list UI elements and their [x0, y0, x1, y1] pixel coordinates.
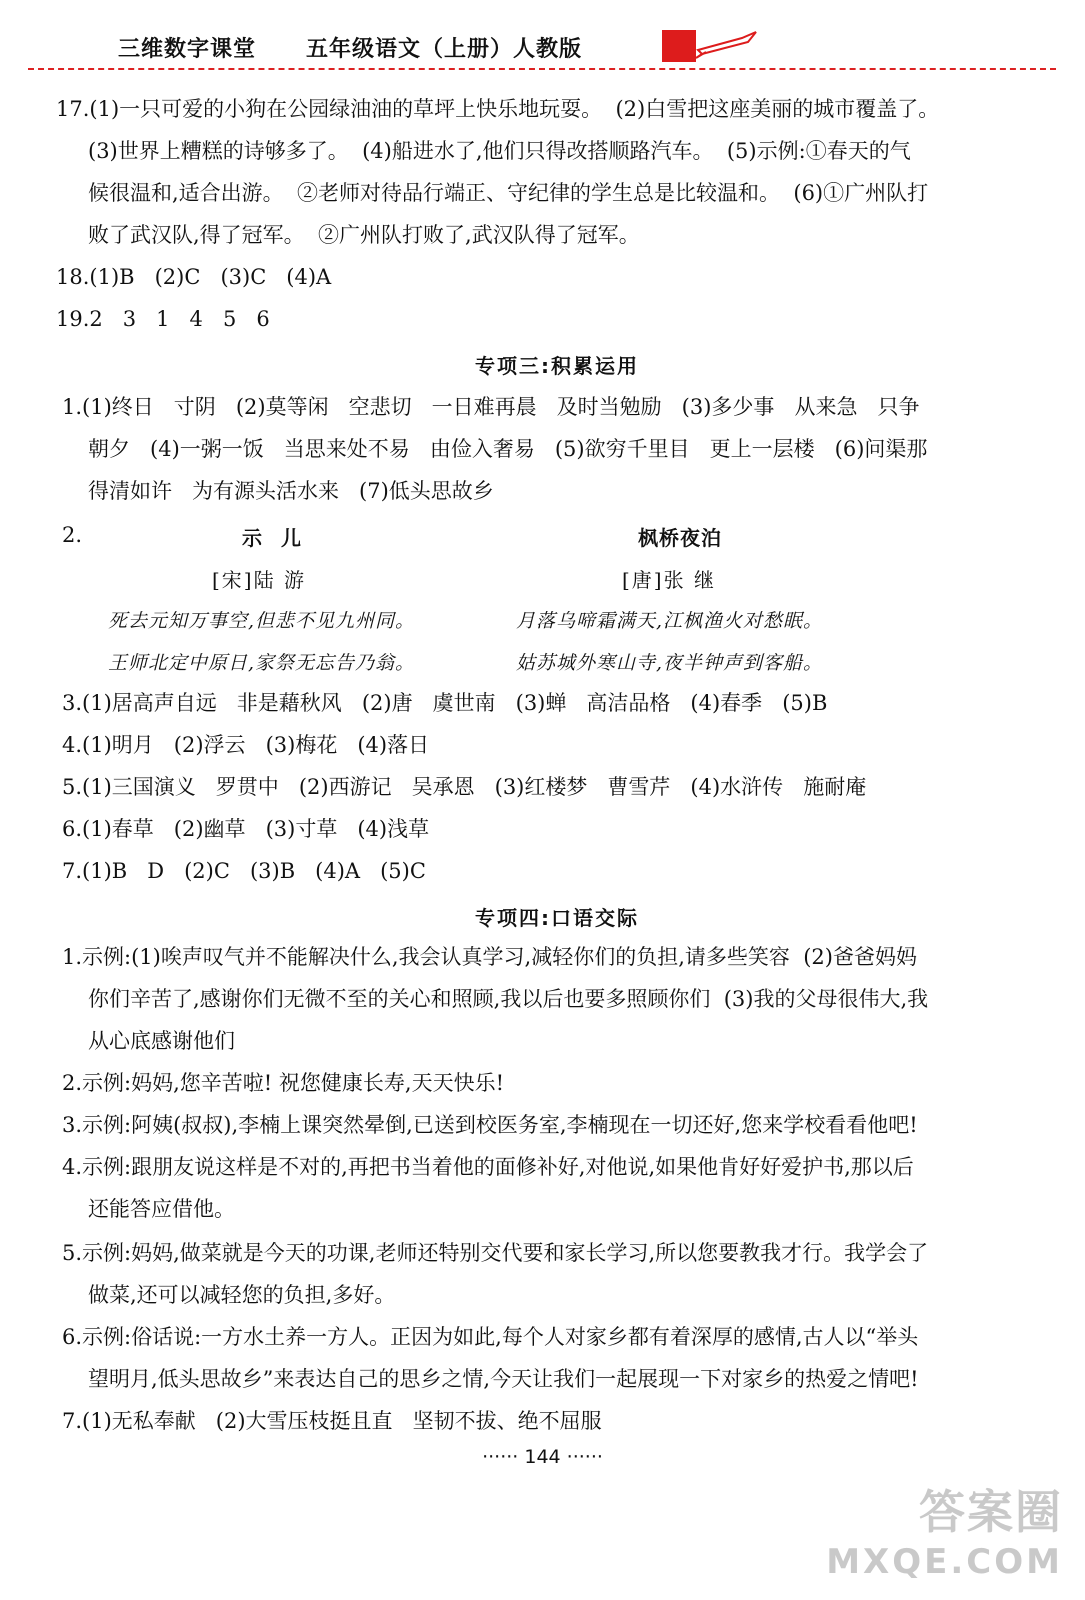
answer-line: 你们辛苦了,感谢你们无微不至的关心和照顾,我以后也要多照顾你们 (3)我的父母很伟大,我 — [88, 987, 929, 1011]
answer-line: 4.示例:跟朋友说这样是不对的,再把书当着他的面修补好,对他说,如果他肯好好爱护书,那以后 — [62, 1155, 914, 1179]
answer-line: 6.(1)春草 (2)幽草 (3)寸草 (4)浅草 — [62, 817, 430, 841]
answer-line: 5.示例:妈妈,做菜就是今天的功课,老师还特别交代要和家长学习,所以您要教我才行。我学会了 — [62, 1241, 929, 1265]
watermark-logo — [826, 1476, 1063, 1582]
answer-line: 从心底感谢他们 — [88, 1029, 235, 1053]
answer-line: 得清如许 为有源头活水来 (7)低头思故乡 — [88, 479, 494, 503]
answer-line: 2. — [62, 523, 83, 547]
answer-line: 候很温和,适合出游。 ②老师对待品行端正、守纪律的学生总是比较温和。 (6)①广州队打 — [88, 181, 929, 205]
header-divider — [28, 68, 1056, 70]
poem-title: 枫桥夜泊 — [638, 526, 722, 550]
answer-line: 1.示例:(1)唉声叹气并不能解决什么,我会认真学习,减轻你们的负担,请多些笑容 (2)爸爸妈妈 — [62, 945, 917, 969]
answer-line: 3.示例:阿姨(叔叔),李楠上课突然晕倒,已送到校医务室,李楠现在一切还好,您来学校看看他吧! — [62, 1113, 918, 1137]
answer-line: 3.(1)居高声自远 非是藉秋风 (2)唐 虞世南 (3)蝉 高洁品格 (4)春季 (5)B — [62, 691, 828, 715]
answer-line: 6.示例:俗话说:一方水土养一方人。正因为如此,每个人对家乡都有着深厚的感情,古人以“举头 — [62, 1325, 919, 1349]
answer-line: 2.示例:妈妈,您辛苦啦! 祝您健康长寿,天天快乐! — [62, 1071, 505, 1095]
poem-line: 姑苏城外寒山寺,夜半钟声到客船。 — [516, 652, 824, 674]
answer-line: 1.(1)终日 寸阴 (2)莫等闲 空悲切 一日难再晨 及时当勉励 (3)多少事 从来急 只争 — [62, 395, 920, 419]
answer-line: 朝夕 (4)一粥一饭 当思来处不易 由俭入奢易 (5)欲穷千里目 更上一层楼 (6)问渠那 — [88, 437, 928, 461]
page-number: ······ 144 ······ — [482, 1446, 603, 1468]
section-title: 专项三:积累运用 — [475, 354, 639, 378]
answer-line: 7.(1)B D (2)C (3)B (4)A (5)C — [62, 859, 426, 883]
answer-line: 19.2 3 1 4 5 6 — [56, 307, 270, 331]
answer-line: 还能答应借他。 — [88, 1197, 235, 1221]
watermark-text: 答案圈 — [919, 1485, 1063, 1539]
book-series-title: 三维数字课堂 — [118, 37, 257, 62]
watermark-url: MXQE.COM — [826, 1542, 1063, 1582]
answer-line: 望明月,低头思故乡”来表达自己的思乡之情,今天让我们一起展现一下对家乡的热爱之情吧! — [88, 1367, 919, 1391]
poem-line: 死去元知万事空,但悲不见九州同。 — [108, 610, 416, 632]
answer-line: 7.(1)无私奉献 (2)大雪压枝挺且直 坚韧不拔、绝不屈服 — [62, 1409, 602, 1433]
poem-author: [宋]陆 游 — [212, 568, 306, 592]
answer-line: 4.(1)明月 (2)浮云 (3)梅花 (4)落日 — [62, 733, 430, 757]
answer-line: 做菜,还可以减轻您的负担,多好。 — [88, 1283, 396, 1307]
page-header — [0, 0, 1085, 70]
poem-line: 月落乌啼霜满天,江枫渔火对愁眠。 — [516, 610, 824, 632]
section-title: 专项四:口语交际 — [475, 906, 639, 930]
rocket-logo-icon — [662, 28, 762, 70]
poem-line: 王师北定中原日,家祭无忘告乃翁。 — [108, 652, 416, 674]
answer-line: 5.(1)三国演义 罗贯中 (2)西游记 吴承恩 (3)红楼梦 曹雪芹 (4)水浒传 施耐庵 — [62, 775, 867, 799]
answer-line: 17.(1)一只可爱的小狗在公园绿油油的草坪上快乐地玩耍。 (2)白雪把这座美丽的城市覆盖了。 — [56, 97, 940, 121]
answer-line: 败了武汉队,得了冠军。 ②广州队打败了,武汉队得了冠军。 — [88, 223, 640, 247]
poem-title: 示 儿 — [242, 526, 307, 550]
answer-line: (3)世界上糟糕的诗够多了。 (4)船进水了,他们只得改搭顺路汽车。 (5)示例:①春天的气 — [88, 139, 911, 163]
book-title: 五年级语文（上册）人教版 — [306, 37, 583, 62]
poem-author: [唐]张 继 — [622, 568, 716, 592]
answer-line: 18.(1)B (2)C (3)C (4)A — [56, 265, 332, 289]
